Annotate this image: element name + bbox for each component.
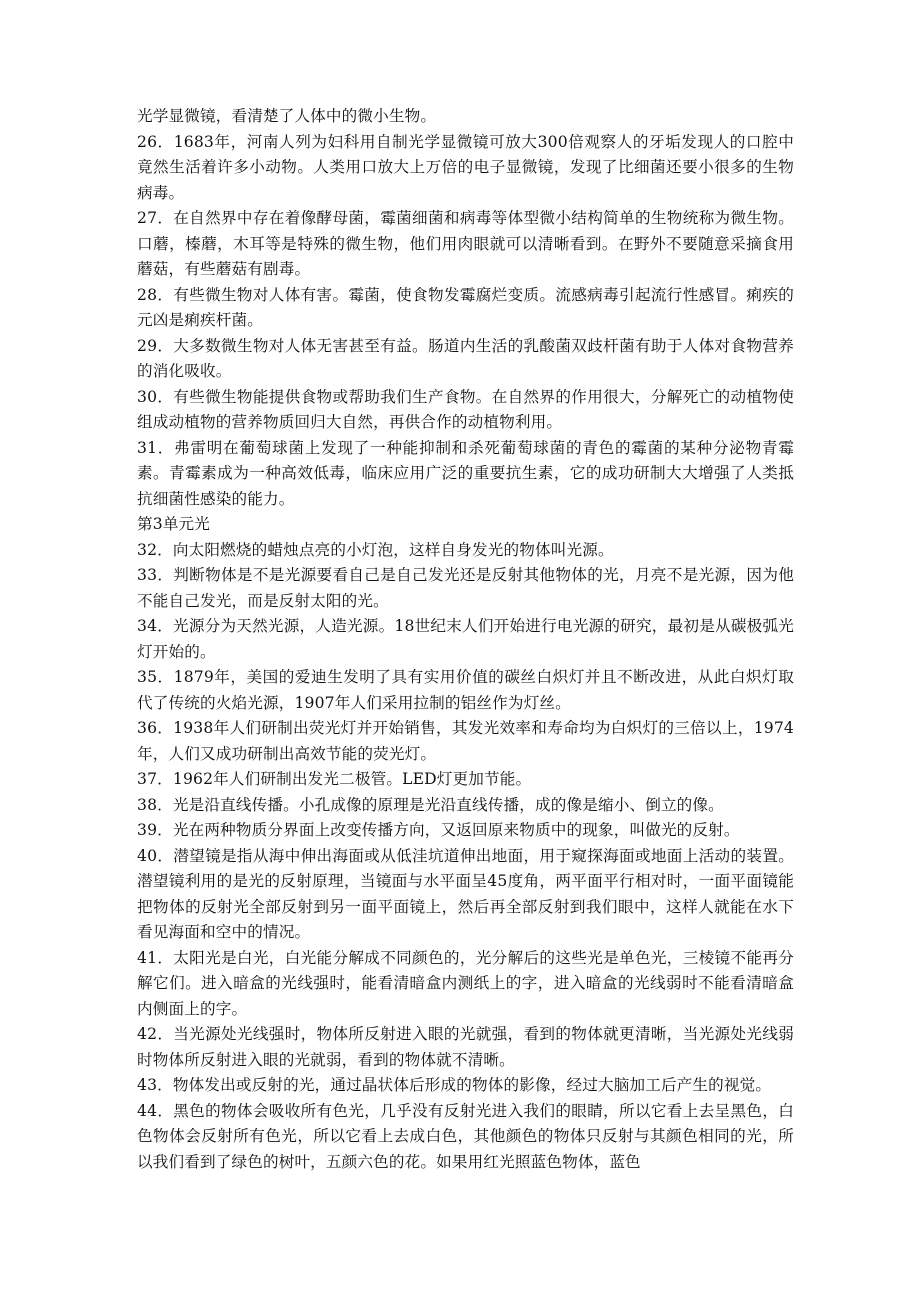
paragraph-35: 35．1879年，美国的爱迪生发明了具有实用价值的碳丝白炽灯并且不断改进，从此白炽灯取代了传统的火焰光源，1907年人们采用拉制的铝丝作为灯丝。 (137, 668, 794, 712)
paragraph-39: 39．光在两种物质分界面上改变传播方向，又返回原来物质中的现象，叫做光的反射。 (137, 821, 740, 839)
paragraph-44: 44．黑色的物体会吸收所有色光，几乎没有反射光进入我们的眼睛，所以它看上去呈黑色，白色物体会反射所有色光，所以它看上去成白色，其他颜色的物体只反射与其颜色相同的光，所以我们看到了绿色的树叶，五颜六色的花。如果用红光照蓝色物体，蓝色 (137, 1101, 794, 1171)
paragraph-42: 42．当光源处光线强时，物体所反射进入眼的光就强，看到的物体就更清晰，当光源处光线弱时物体所反射进入眼的光就弱，看到的物体就不清晰。 (137, 1025, 794, 1069)
document-body (137, 104, 794, 1175)
paragraph-30: 30．有些微生物能提供食物或帮助我们生产食物。在自然界的作用很大，分解死亡的动植物使组成动植物的营养物质回归大自然，再供合作的动植物利用。 (137, 387, 794, 431)
paragraph-29: 29．大多数微生物对人体无害甚至有益。肠道内生活的乳酸菌双歧杆菌有助于人体对食物营养的消化吸收。 (137, 336, 794, 380)
paragraph-38: 38．光是沿直线传播。小孔成像的原理是光沿直线传播，成的像是缩小、倒立的像。 (137, 795, 724, 814)
paragraph-37: 37．1962年人们研制出发光二极管。LED灯更加节能。 (137, 770, 532, 788)
paragraph-31: 31．弗雷明在葡萄球菌上发现了一种能抑制和杀死葡萄球菌的青色的霉菌的某种分泌物青霉素。青霉素成为一种高效低毒，临床应用广泛的重要抗生素，它的成功研制大大增强了人类抵抗细菌性感染的能力。 (137, 438, 794, 508)
paragraph-36: 36．1938年人们研制出荧光灯并开始销售，其发光效率和寿命均为白炽灯的三倍以上，1974年，人们又成功研制出高效节能的荧光灯。 (137, 719, 794, 763)
section-heading: 第3单元光 (137, 515, 211, 533)
paragraph-43: 43．物体发出或反射的光，通过晶状体后形成的物体的影像，经过大脑加工后产生的视觉。 (137, 1076, 772, 1094)
paragraph-26: 26．1683年，河南人列为妇科用自制光学显微镜可放大300倍观察人的牙垢发现人的口腔中竟然生活着许多小动物。人类用口放大上万倍的电子显微镜，发现了比细菌还要小很多的生物病毒。 (137, 132, 794, 202)
paragraph-40: 40．潜望镜是指从海中伸出海面或从低洼坑道伸出地面，用于窥探海面或地面上活动的装置。潜望镜利用的是光的反射原理，当镜面与水平面呈45度角，两平面平行相对时，一面平面镜能把物体的反射光全部反射到另一面平面镜上，然后再全部反射到我们眼中，这样人就能在水下看见海面和空中的情况。 (137, 846, 794, 941)
paragraph-continuation: 光学显微镜，看清楚了人体中的微小生物。 (137, 107, 437, 125)
paragraph-28: 28．有些微生物对人体有害。霉菌，使食物发霉腐烂变质。流感病毒引起流行性感冒。痢疾的元凶是痢疾杆菌。 (137, 285, 794, 329)
paragraph-27: 27．在自然界中存在着像酵母菌，霉菌细菌和病毒等体型微小结构简单的生物统称为微生物。口蘑，榛蘑，木耳等是特殊的微生物，他们用肉眼就可以清晰看到。在野外不要随意采摘食用蘑菇，有些蘑菇有剧毒。 (137, 209, 794, 278)
paragraph-32: 32．向太阳燃烧的蜡烛点亮的小灯泡，这样自身发光的物体叫光源。 (137, 540, 614, 559)
paragraph-34: 34．光源分为天然光源，人造光源。18世纪末人们开始进行电光源的研究，最初是从碳极弧光灯开始的。 (137, 617, 794, 661)
paragraph-33: 33．判断物体是不是光源要看自己是自己发光还是反射其他物体的光，月亮不是光源，因为他不能自己发光，而是反射太阳的光。 (137, 566, 794, 610)
paragraph-41: 41．太阳光是白光，白光能分解成不同颜色的，光分解后的这些光是单色光，三棱镜不能再分解它们。进入暗盒的光线强时，能看清暗盒内测纸上的字，进入暗盒的光线弱时不能看清暗盒内侧面上的字。 (137, 948, 794, 1018)
